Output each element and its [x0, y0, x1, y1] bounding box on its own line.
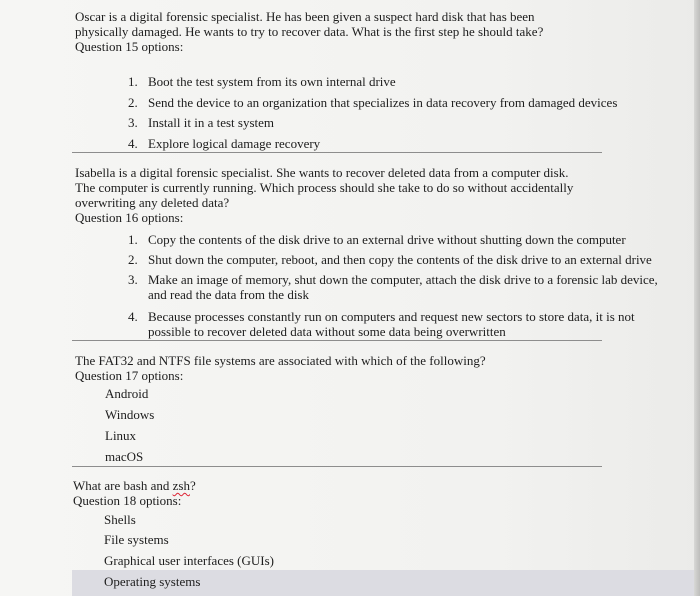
divider — [72, 340, 602, 341]
q18-option-guis[interactable]: Graphical user interfaces (GUIs) — [104, 553, 275, 568]
q16-option-3-number: 3. — [128, 272, 138, 287]
q16-option-4-line-2[interactable]: possible to recover deleted data without some data being overwritten — [148, 324, 506, 339]
q15-option-4-number: 4. — [128, 136, 138, 151]
q18-option-file-systems[interactable]: File systems — [104, 532, 169, 547]
divider — [72, 152, 602, 153]
q16-text-line-1: Isabella is a digital forensic specialist. She wants to recover deleted data from a computer disk. — [75, 165, 569, 180]
q15-option-1-number: 1. — [128, 74, 138, 89]
q16-text-line-3: overwriting any deleted data? — [75, 195, 230, 210]
q16-label: Question 16 options: — [75, 210, 184, 225]
q16-option-2-number: 2. — [128, 252, 138, 267]
page-edge — [694, 0, 700, 596]
q17-label: Question 17 options: — [75, 368, 184, 383]
q16-option-4-number: 4. — [128, 309, 138, 324]
q16-option-3-line-1[interactable]: Make an image of memory, shut down the computer, attach the disk drive to a forensic lab device, — [148, 272, 658, 287]
spellcheck-underline: zsh — [172, 478, 190, 493]
q16-text-line-2: The computer is currently running. Which process should she take to do so without accidentally — [75, 180, 574, 195]
q17-text-line-1: The FAT32 and NTFS file systems are associated with which of the following? — [75, 353, 486, 368]
q17-option-macos[interactable]: macOS — [105, 449, 144, 464]
q16-option-3-line-2[interactable]: and read the data from the disk — [148, 287, 309, 302]
q15-option-2-number: 2. — [128, 95, 138, 110]
q15-label: Question 15 options: — [75, 39, 184, 54]
q16-option-4-line-1[interactable]: Because processes constantly run on computers and request new sectors to store data, it is not — [148, 309, 635, 324]
q15-option-2[interactable]: Send the device to an organization that specializes in data recovery from damaged devices — [148, 95, 618, 110]
q16-option-1[interactable]: Copy the contents of the disk drive to an external drive without shutting down the computer — [148, 232, 626, 247]
q18-text-line-1: What are bash and zsh? — [73, 478, 196, 493]
q17-option-linux[interactable]: Linux — [105, 428, 137, 443]
q16-option-1-number: 1. — [128, 232, 138, 247]
q15-text-line-1: Oscar is a digital forensic specialist. He has been given a suspect hard disk that has been — [75, 9, 535, 24]
divider — [72, 466, 602, 467]
q15-text-line-2: physically damaged. He wants to try to recover data. What is the first step he should take? — [75, 24, 544, 39]
q15-option-1[interactable]: Boot the test system from its own internal drive — [148, 74, 396, 89]
q17-option-android[interactable]: Android — [105, 386, 149, 401]
q16-option-2[interactable]: Shut down the computer, reboot, and then copy the contents of the disk drive to an external drive — [148, 252, 652, 267]
q17-option-windows[interactable]: Windows — [105, 407, 155, 422]
q15-option-3[interactable]: Install it in a test system — [148, 115, 275, 130]
q18-option-operating-systems[interactable]: Operating systems — [104, 574, 201, 589]
q18-option-shells[interactable]: Shells — [104, 512, 136, 527]
q15-option-4[interactable]: Explore logical damage recovery — [148, 136, 321, 151]
q15-option-3-number: 3. — [128, 115, 138, 130]
q18-label: Question 18 options: — [73, 493, 182, 508]
